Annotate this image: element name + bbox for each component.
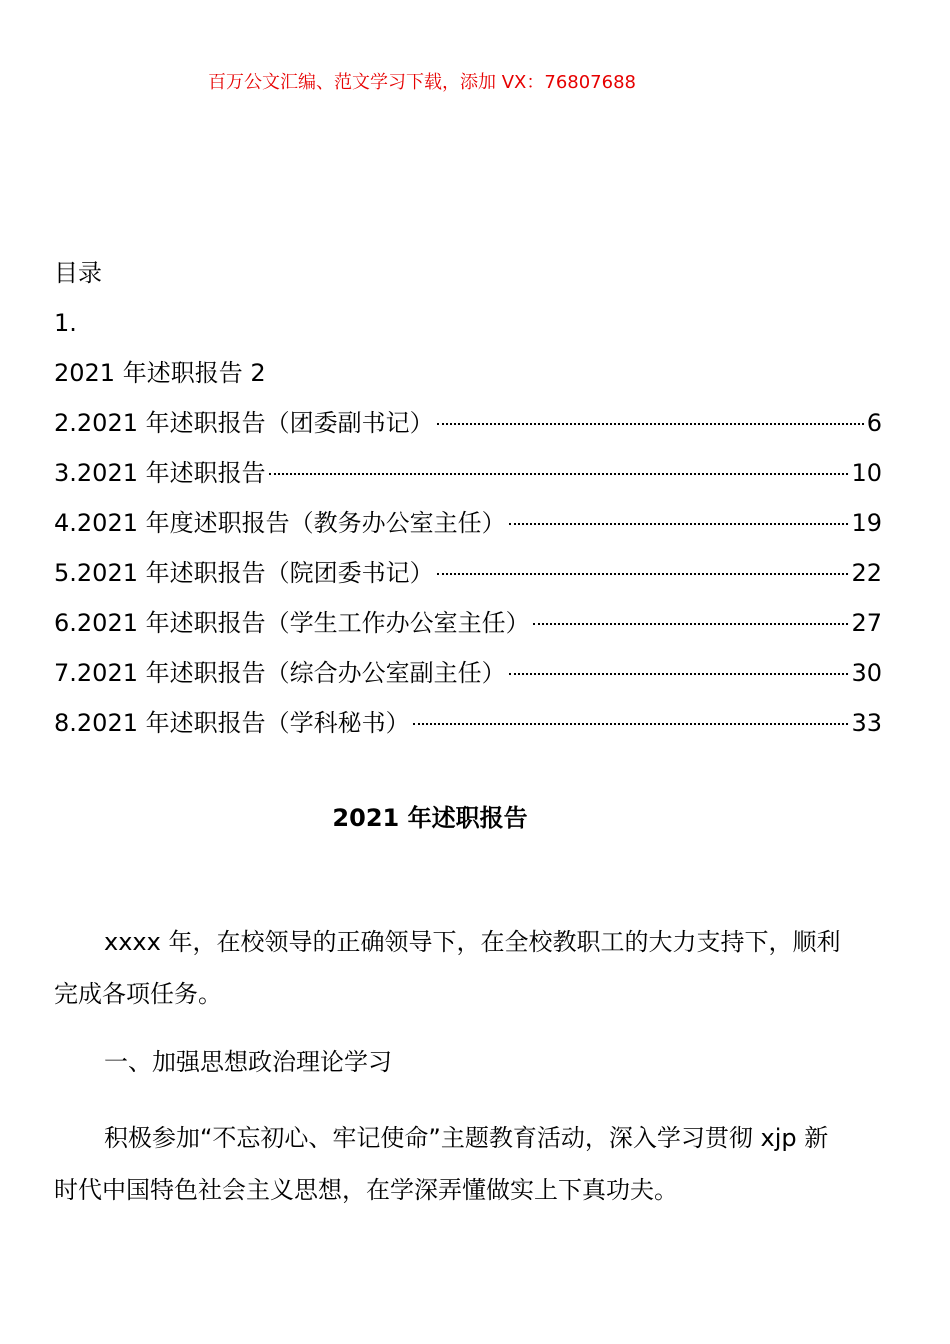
toc-entry[interactable] bbox=[54, 448, 882, 498]
toc-dot-leader bbox=[437, 573, 849, 575]
toc-entry-page: 27 bbox=[851, 609, 882, 637]
toc-entry[interactable] bbox=[54, 648, 882, 698]
toc-dot-leader bbox=[269, 473, 849, 475]
toc-entry-label: 7.2021 年述职报告（综合办公室副主任） bbox=[54, 659, 506, 687]
toc-entry-page: 33 bbox=[851, 709, 882, 737]
table-of-contents bbox=[54, 248, 882, 748]
toc-entry-page: 10 bbox=[851, 459, 882, 487]
toc-entry[interactable] bbox=[54, 698, 882, 748]
toc-entry-label: 3.2021 年述职报告 bbox=[54, 459, 266, 487]
toc-entry-label: 8.2021 年述职报告（学科秘书） bbox=[54, 709, 410, 737]
toc-entry-label: 2.2021 年述职报告（团委副书记） bbox=[54, 409, 434, 437]
toc-entry-label: 5.2021 年述职报告（院团委书记） bbox=[54, 559, 434, 587]
toc-entry[interactable] bbox=[54, 498, 882, 548]
toc-entry-page: 22 bbox=[851, 559, 882, 587]
toc-dot-leader bbox=[509, 673, 849, 675]
toc-dot-leader bbox=[437, 423, 864, 425]
toc-entry[interactable] bbox=[54, 398, 882, 448]
toc-entry[interactable] bbox=[54, 548, 882, 598]
toc-dot-leader bbox=[413, 723, 849, 725]
toc-dot-leader bbox=[533, 623, 849, 625]
toc-title: 目录 bbox=[54, 259, 102, 287]
toc-dot-leader bbox=[509, 523, 849, 525]
toc-entry-label: 4.2021 年度述职报告（教务办公室主任） bbox=[54, 509, 506, 537]
toc-first-number: 1. bbox=[54, 309, 77, 337]
body-paragraph-study: 积极参加“不忘初心、牢记使命”主题教育活动，深入学习贯彻 xjp 新时代中国特色社会主义思想，在学深弄懂做实上下真功夫。 bbox=[54, 1124, 829, 1204]
toc-first-entry[interactable]: 2021 年述职报告 2 bbox=[54, 359, 266, 387]
document-title: 2021 年述职报告 bbox=[332, 804, 528, 832]
toc-entry-page: 19 bbox=[851, 509, 882, 537]
toc-entry[interactable] bbox=[54, 598, 882, 648]
body-paragraph-intro: xxxx 年，在校领导的正确领导下，在全校教职工的大力支持下，顺利完成各项任务。 bbox=[54, 928, 841, 1008]
section-heading: 一、加强思想政治理论学习 bbox=[104, 1048, 392, 1076]
toc-entry-label: 6.2021 年述职报告（学生工作办公室主任） bbox=[54, 609, 530, 637]
toc-entry-page: 6 bbox=[866, 409, 882, 437]
toc-entry-page: 30 bbox=[851, 659, 882, 687]
header-note: 百万公文汇编、范文学习下载，添加 VX：76807688 bbox=[208, 72, 636, 93]
